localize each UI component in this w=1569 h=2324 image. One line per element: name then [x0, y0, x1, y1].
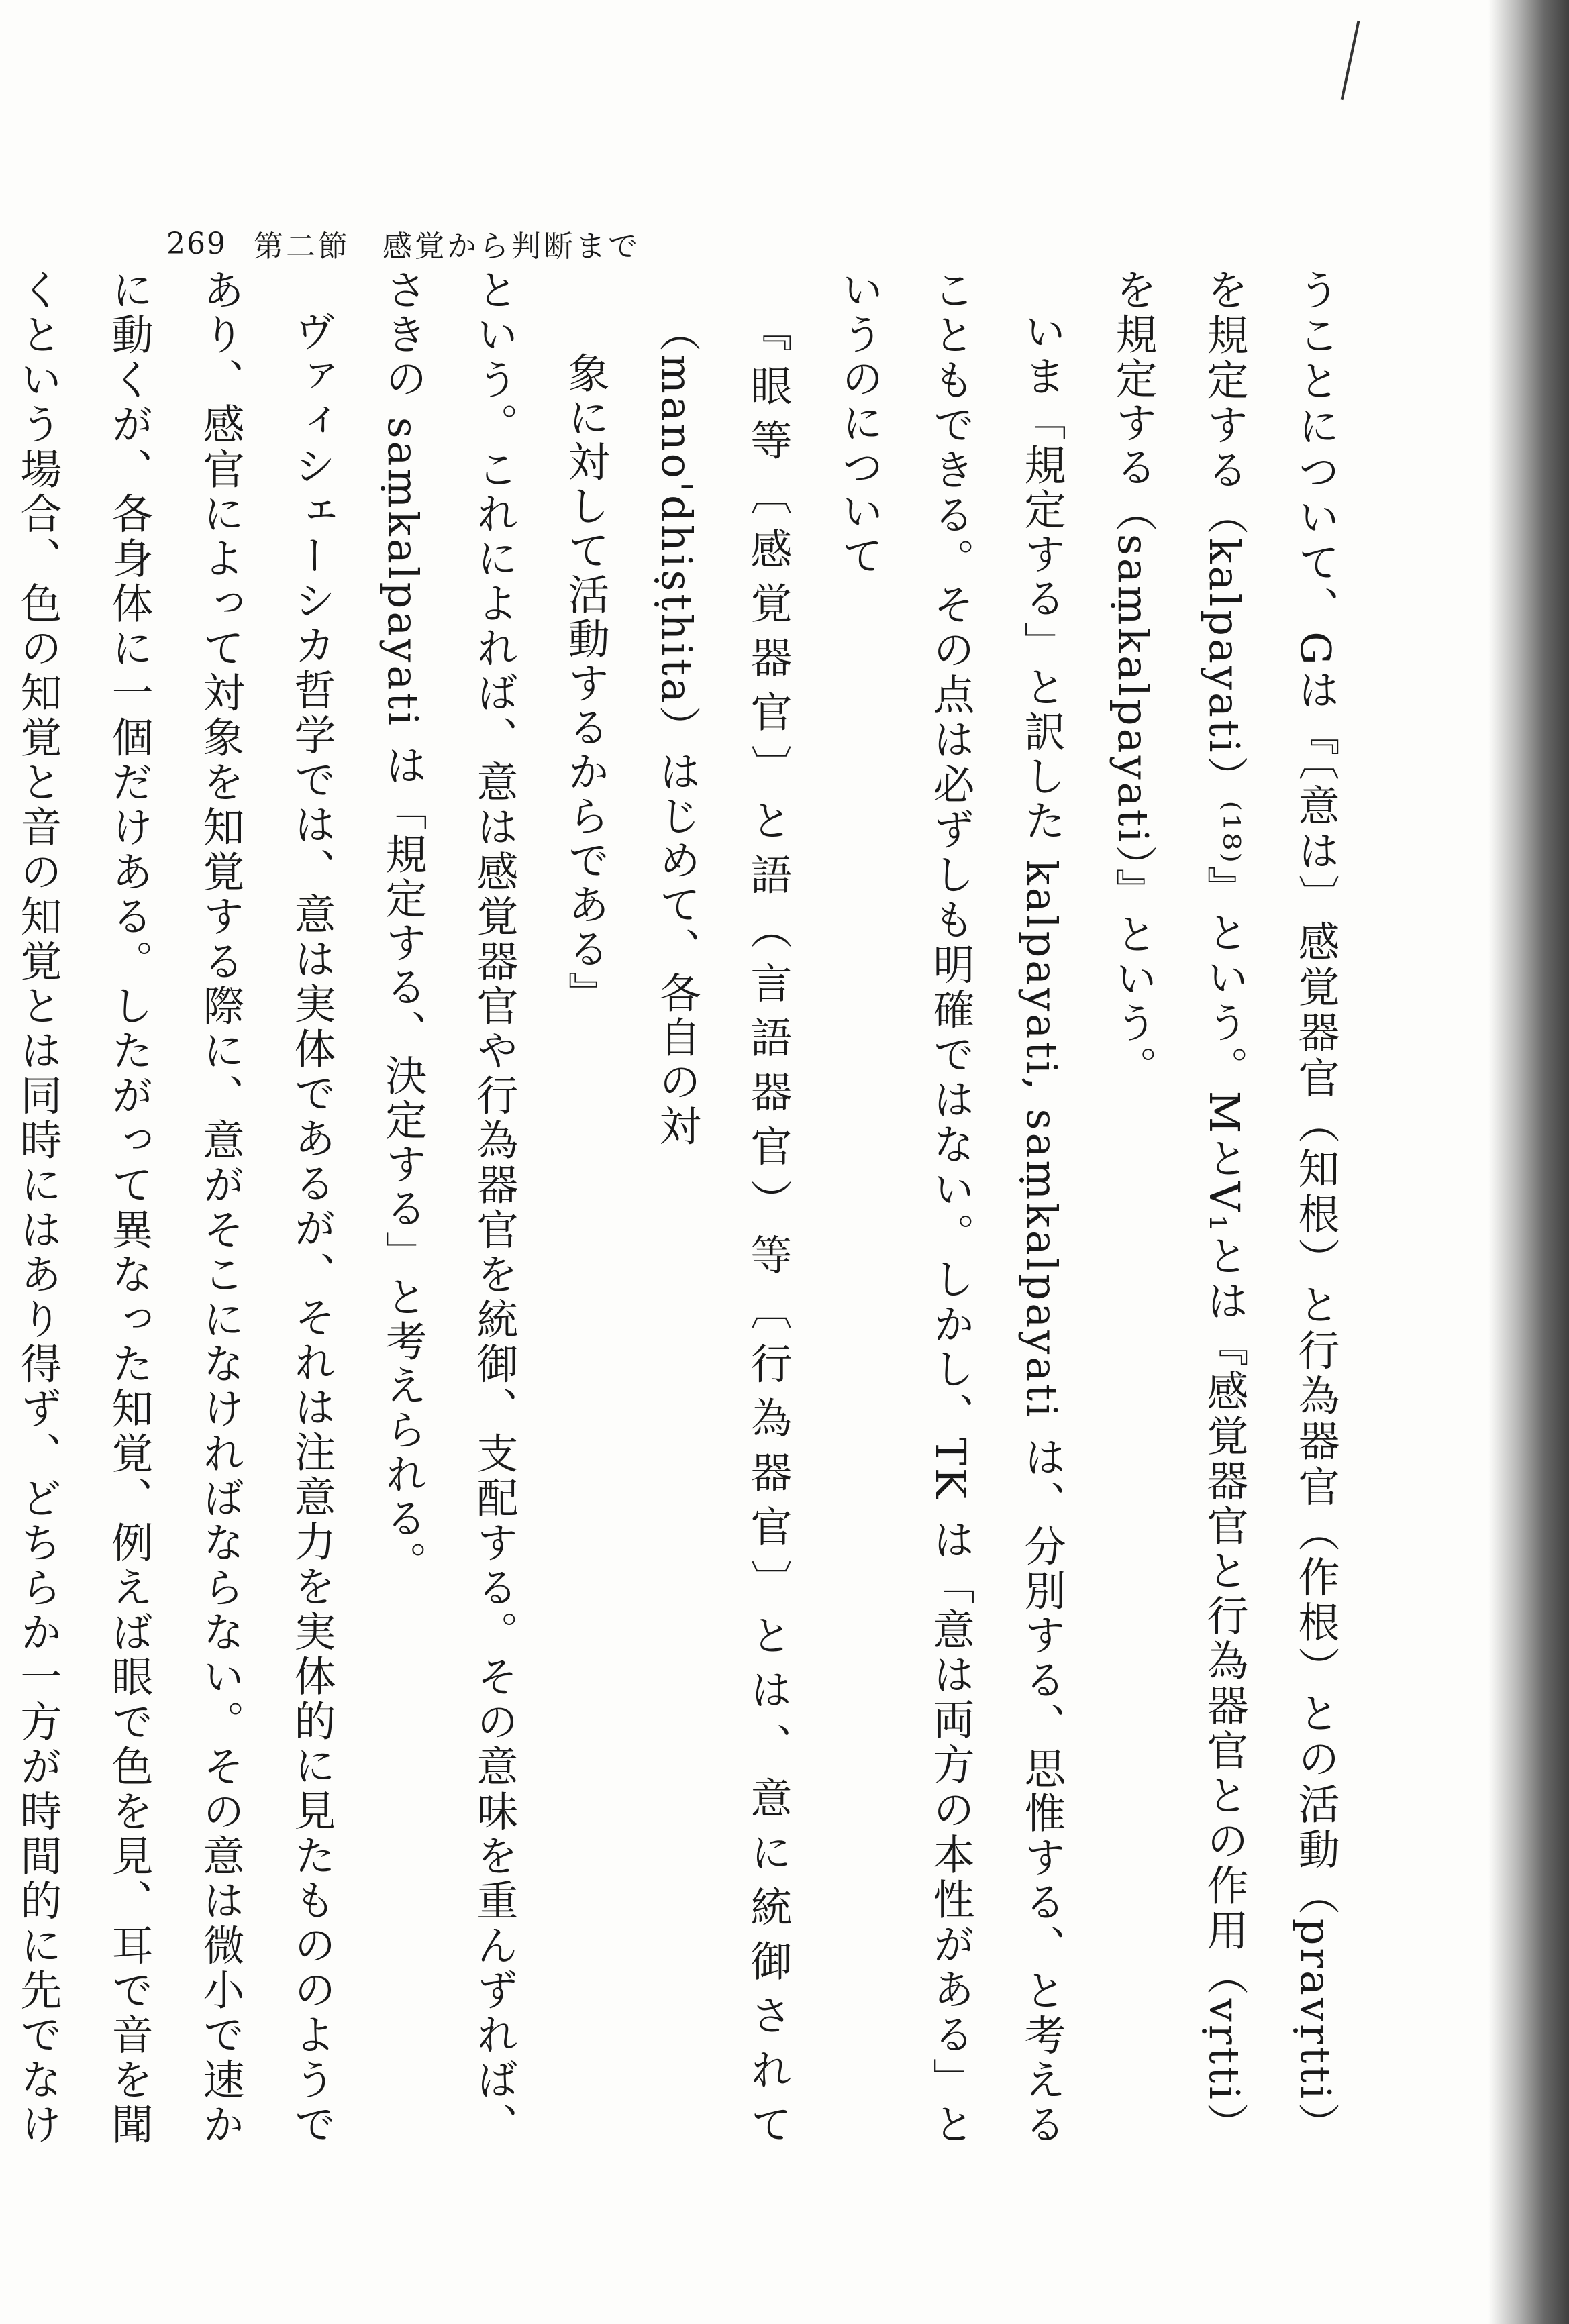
- scan-edge-mark: [1341, 21, 1360, 100]
- running-header: [166, 213, 640, 274]
- section-title: 第二節 感覚から判断まで: [253, 229, 640, 264]
- paragraph: いま「規定する」と訳した kalpayati, saṃkalpayati は、分別する、思惟する、と考えることもできる。その点は必ずしも明確ではない。しかし、TK は「意は両方の本性がある」というのについて: [835, 268, 1066, 2147]
- paragraph: ヴァィシェーシカ哲学では、意は実体であるが、それは注意力を実体的に見たもののようであり、感官によって対象を知覚する際に、意がそこになければならない。その意は微小で速かに動くが、各身体に一個だけある。したがって異なった知覚、例えば眼で色を見、耳で音を聞くという場合、色の知覚と音の知覚とは同時にはあり得ず、どちらか一方が時間的に先でなけ: [13, 268, 336, 2147]
- paragraph: という。これによれば、意は感覚器官や行為器官を統御、支配する。その意味を重んずれば、さきの saṃkalpayati は「規定する、決定する」と考えられる。: [378, 268, 519, 2147]
- scan-edge-shadow: [1488, 0, 1569, 2324]
- body-text: [13, 268, 1361, 2148]
- block-quote: 『眼等〔感覚器官〕と語（言語器官）等〔行為器官〕とは、意に統御されて（mano'dhiṣṭhita）はじめて、各自の対: [652, 310, 793, 2148]
- page-number: 269: [166, 226, 227, 261]
- block-quote-continued: 象に対して活動するからである』: [561, 352, 610, 1016]
- paragraph: うことについて、Gは『〔意は〕感覚器官（知根）と行為器官（作根）との活動（pravṛtti）を規定する（kalpayati）⁽¹⁸⁾』という。MとV₁とは『感覚器官と行為器官との作用（vṛtti）を規定する（saṃkalpayati）』という。: [1109, 268, 1340, 2147]
